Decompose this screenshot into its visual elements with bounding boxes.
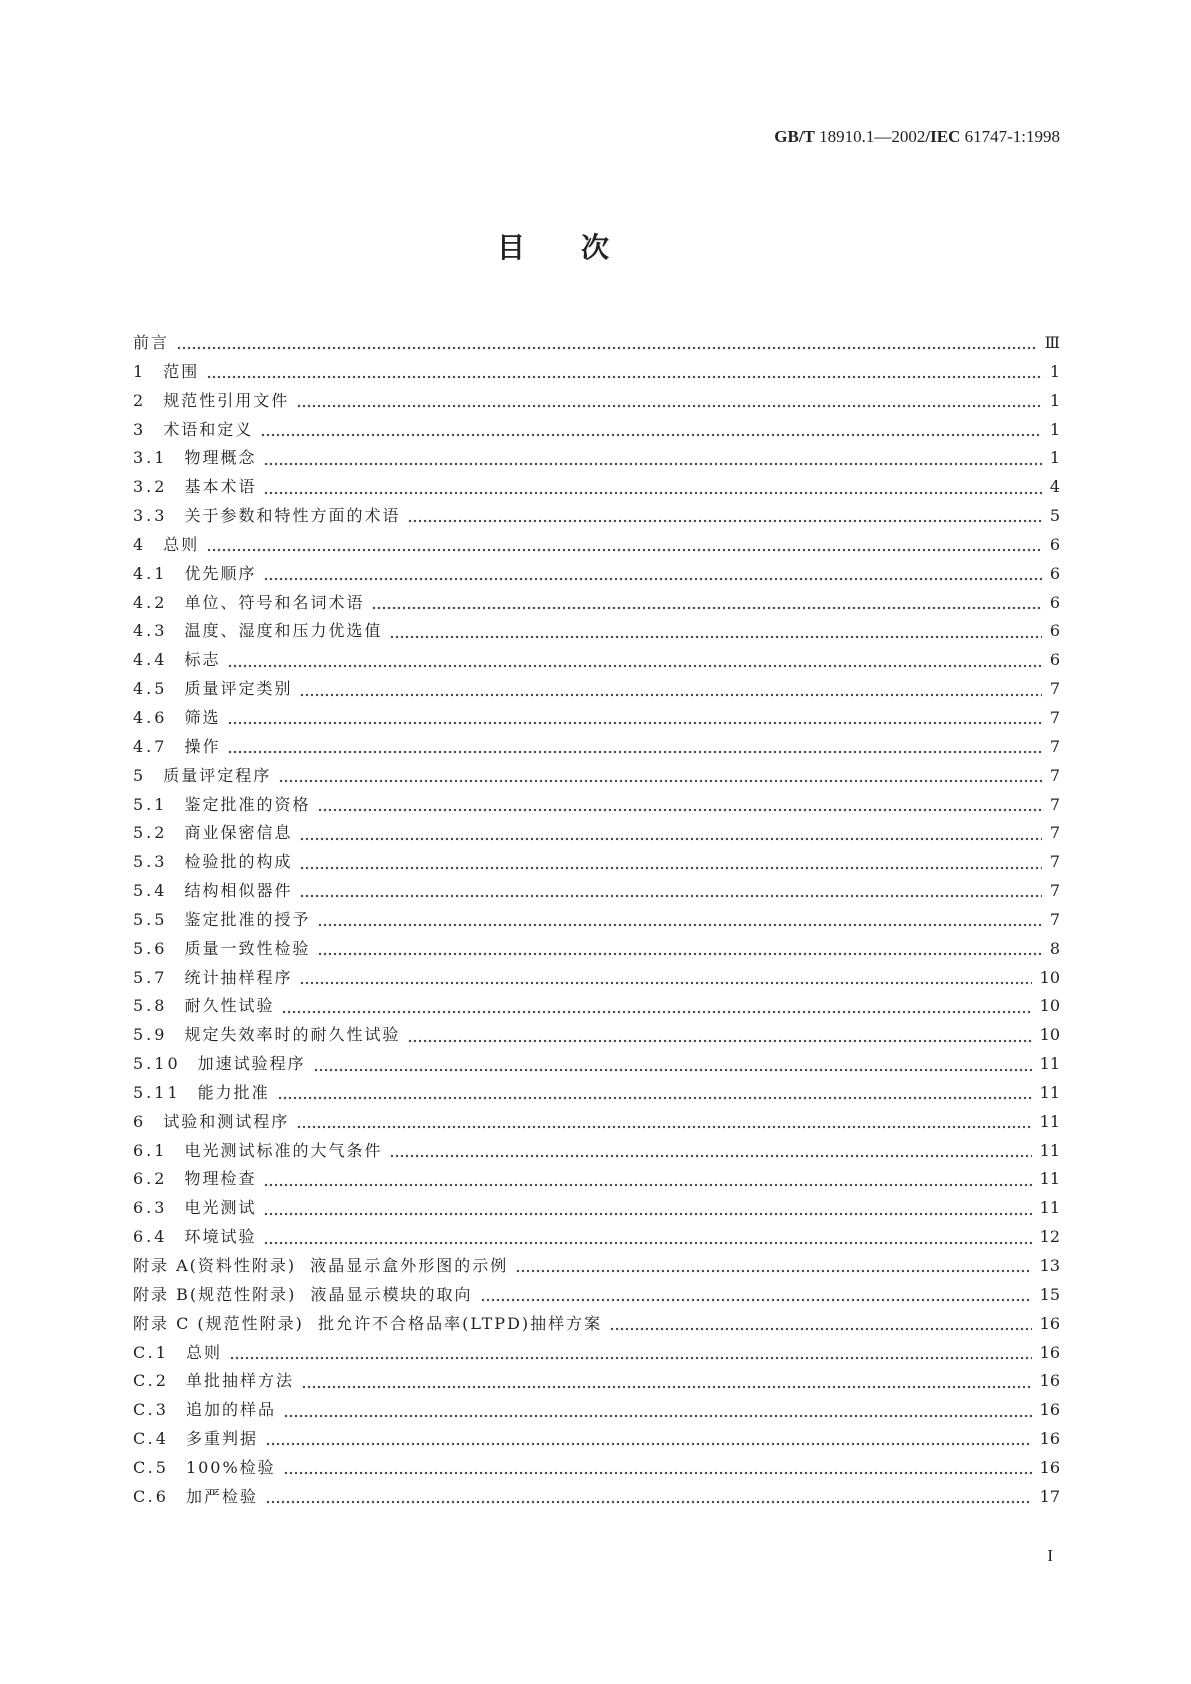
dot-leader — [408, 1039, 1031, 1043]
toc-entry — [133, 819, 1060, 848]
toc-entry-number: 4 — [133, 534, 147, 554]
toc-entry-number: 5.5 — [133, 909, 168, 929]
toc-entry — [133, 416, 1060, 445]
toc-entry-title: 规定失效率时的耐久性试验 — [184, 1025, 401, 1045]
dot-leader — [282, 1010, 1031, 1014]
toc-entry-page: 11 — [1039, 1169, 1060, 1189]
toc-entry — [133, 762, 1060, 791]
dot-leader — [300, 894, 1041, 898]
toc-entry-title: 质量评定类别 — [184, 679, 293, 699]
toc-entry-page: 10 — [1039, 967, 1060, 987]
toc-entry — [133, 1252, 1060, 1281]
dot-leader — [228, 750, 1041, 754]
toc-entry-page: 7 — [1049, 679, 1060, 699]
dot-leader — [408, 519, 1041, 523]
toc-entry — [133, 1021, 1060, 1050]
toc-entry-title: 商业保密信息 — [184, 823, 293, 843]
dot-leader — [610, 1327, 1031, 1331]
toc-entry-number: 5.7 — [133, 967, 168, 987]
toc-entry — [133, 1223, 1060, 1252]
toc-entry — [133, 877, 1060, 906]
toc-entry-number: 5.6 — [133, 938, 168, 958]
toc-entry-number: C.1 — [133, 1342, 169, 1362]
toc-entry-page: 17 — [1039, 1486, 1060, 1506]
toc-entry — [133, 704, 1060, 733]
toc-entry — [133, 1194, 1060, 1223]
dot-leader — [207, 375, 1042, 379]
toc-entry-page: 6 — [1049, 650, 1060, 670]
dot-leader — [278, 1096, 1032, 1100]
toc-entry-page: 7 — [1049, 823, 1060, 843]
toc-entry — [133, 502, 1060, 531]
toc-entry-title: 基本术语 — [184, 477, 257, 497]
toc-entry-title: 关于参数和特性方面的术语 — [184, 506, 401, 526]
toc-entry-title: 鉴定批准的授予 — [184, 909, 311, 929]
toc-entry-number: C.6 — [133, 1486, 169, 1506]
standard-code-iec-number: 61747-1:1998 — [960, 127, 1060, 146]
toc-entry-page: 1 — [1049, 419, 1060, 439]
toc-entry-title: 100%检验 — [185, 1457, 276, 1477]
toc-entry-number: 3 — [133, 419, 147, 439]
toc-entry-number: 4.3 — [133, 621, 168, 641]
toc-entry-number: 6.3 — [133, 1198, 168, 1218]
dot-leader — [297, 1125, 1031, 1129]
toc-entry-number: 5 — [133, 765, 147, 785]
dot-leader — [264, 1241, 1031, 1245]
toc-entry-number: 5.9 — [133, 1025, 168, 1045]
toc-entry-number: C.2 — [133, 1371, 169, 1391]
toc-entry — [133, 617, 1060, 646]
toc-entry-page: 1 — [1049, 390, 1060, 410]
footer-page-number: I — [1047, 1546, 1053, 1565]
toc-entry — [133, 473, 1060, 502]
toc-entry-number: C.4 — [133, 1429, 169, 1449]
toc-entry-number: 1 — [133, 361, 147, 381]
toc-entry-number: 4.4 — [133, 650, 168, 670]
toc-entry — [133, 646, 1060, 675]
toc-entry-title: 统计抽样程序 — [184, 967, 293, 987]
toc-entry-page: 15 — [1039, 1284, 1060, 1304]
toc-entry — [133, 1310, 1060, 1339]
standard-code-iec-prefix: /IEC — [925, 127, 961, 146]
toc-entry-page: 7 — [1049, 707, 1060, 727]
toc-entry-title: 耐久性试验 — [184, 996, 275, 1016]
toc-entry-title: 鉴定批准的资格 — [184, 794, 311, 814]
toc-entry-page: 16 — [1039, 1313, 1060, 1333]
toc-entry-page: Ⅲ — [1044, 333, 1060, 352]
toc-entry — [133, 444, 1060, 473]
toc-entry-number: 4.6 — [133, 707, 168, 727]
toc-entry-number: 4.5 — [133, 679, 168, 699]
toc-entry-page: 10 — [1039, 996, 1060, 1016]
toc-entry — [133, 1050, 1060, 1079]
dot-leader — [300, 837, 1041, 841]
toc-entry-title: 筛选 — [184, 707, 221, 727]
toc-entry — [133, 964, 1060, 993]
toc-entry-number: 5.11 — [133, 1082, 181, 1102]
dot-leader — [264, 577, 1041, 581]
toc-entry-page: 16 — [1039, 1457, 1060, 1477]
dot-leader — [266, 1500, 1032, 1504]
toc-entry — [133, 1079, 1060, 1108]
standard-code-prefix: GB/T — [774, 127, 815, 146]
toc-entry-number: 6 — [133, 1111, 147, 1131]
toc-entry — [133, 935, 1060, 964]
toc-entry-page: 11 — [1039, 1198, 1060, 1218]
toc-entry-title: 总则 — [163, 534, 200, 554]
standard-code — [774, 125, 1060, 149]
toc-entry-title: 能力批准 — [197, 1082, 270, 1102]
toc-entry-page: 7 — [1049, 794, 1060, 814]
dot-leader — [230, 1356, 1032, 1360]
toc-entry — [133, 1367, 1060, 1396]
dot-leader — [261, 433, 1042, 437]
toc-entry-number: 5.3 — [133, 852, 168, 872]
toc-entry-number: 5.2 — [133, 823, 168, 843]
dot-leader — [284, 1471, 1032, 1475]
toc-entry-page: 6 — [1049, 621, 1060, 641]
toc-entry — [133, 1137, 1060, 1166]
dot-leader — [516, 1269, 1031, 1273]
toc-entry — [133, 560, 1060, 589]
toc-entry-title: 附录 B(规范性附录) 液晶显示模块的取向 — [133, 1284, 473, 1304]
toc-entry — [133, 531, 1060, 560]
toc-entry — [133, 589, 1060, 618]
dot-leader — [318, 952, 1041, 956]
toc-entry-page: 6 — [1049, 534, 1060, 554]
toc-entry — [133, 1281, 1060, 1310]
toc-entry-title: 加严检验 — [185, 1486, 258, 1506]
toc-entry — [133, 733, 1060, 762]
toc-entry-page: 7 — [1049, 765, 1060, 785]
toc-entry-number: 6.4 — [133, 1227, 168, 1247]
dot-leader — [228, 721, 1041, 725]
dot-leader — [284, 1414, 1032, 1418]
toc-entry — [133, 848, 1060, 877]
toc-entry-page: 16 — [1039, 1342, 1060, 1362]
toc-entry-title: 优先顺序 — [184, 563, 257, 583]
dot-leader — [264, 1212, 1031, 1216]
dot-leader — [481, 1298, 1032, 1302]
dot-leader — [300, 981, 1031, 985]
toc-entry-page: 7 — [1049, 852, 1060, 872]
toc-entry-page: 4 — [1049, 477, 1060, 497]
toc-entry-title: 单批抽样方法 — [185, 1371, 294, 1391]
toc-entry-title: 加速试验程序 — [197, 1054, 306, 1074]
toc-entry-number: 3.3 — [133, 506, 168, 526]
toc-entry-number: 6.2 — [133, 1169, 168, 1189]
toc-entry-page: 6 — [1049, 563, 1060, 583]
dot-leader — [279, 779, 1042, 783]
toc-entry — [133, 1339, 1060, 1368]
toc-entry-number: 4.1 — [133, 563, 168, 583]
toc-entry — [133, 1425, 1060, 1454]
toc-entry-number: 5.1 — [133, 794, 168, 814]
toc-entry-number: 5.10 — [133, 1054, 181, 1074]
toc-entry — [133, 1483, 1060, 1512]
toc-entry-title: 质量评定程序 — [163, 765, 272, 785]
toc-entry-title: 术语和定义 — [163, 419, 254, 439]
dot-leader — [390, 635, 1041, 639]
toc-entry-title: 电光测试标准的大气条件 — [184, 1140, 383, 1160]
toc-entry-title: 多重判据 — [185, 1429, 258, 1449]
toc-entry — [133, 387, 1060, 416]
toc-entry-title: 规范性引用文件 — [163, 390, 290, 410]
toc-entry-title: 范围 — [163, 361, 200, 381]
toc-entry-number: 6.1 — [133, 1140, 168, 1160]
toc-entry-page: 7 — [1049, 909, 1060, 929]
toc-entry-page: 6 — [1049, 592, 1060, 612]
toc-entry-title: 单位、符号和名词术语 — [184, 592, 365, 612]
toc-entry-page: 11 — [1039, 1054, 1060, 1074]
toc-entry-title: 环境试验 — [184, 1227, 257, 1247]
toc-entry-page: 11 — [1039, 1140, 1060, 1160]
toc-entry-number: 3.2 — [133, 477, 168, 497]
toc-entry-title: 试验和测试程序 — [163, 1111, 290, 1131]
toc-entry — [133, 1396, 1060, 1425]
dot-leader — [318, 923, 1041, 927]
toc-entry-page: 12 — [1039, 1227, 1060, 1247]
toc-entry-page: 11 — [1039, 1111, 1060, 1131]
toc-entry-title: 物理检查 — [184, 1169, 257, 1189]
toc-entry-page: 11 — [1039, 1082, 1060, 1102]
dot-leader — [266, 1442, 1032, 1446]
toc-entry-title: 附录 A(资料性附录) 液晶显示盒外形图的示例 — [133, 1256, 509, 1275]
toc-entry-title: 物理概念 — [184, 448, 257, 468]
toc-entry-page: 8 — [1049, 938, 1060, 958]
toc-entry-title: 结构相似器件 — [184, 881, 293, 901]
toc-entry-page: 16 — [1039, 1429, 1060, 1449]
toc-entry-title: 质量一致性检验 — [184, 938, 311, 958]
dot-leader — [314, 1068, 1032, 1072]
toc-entry-title: 追加的样品 — [185, 1400, 276, 1420]
toc-entry — [133, 791, 1060, 820]
toc-entry — [133, 675, 1060, 704]
dot-leader — [177, 346, 1037, 350]
toc-entry-number: 2 — [133, 390, 147, 410]
toc-entry-page: 1 — [1049, 361, 1060, 381]
toc-entry — [133, 1108, 1060, 1137]
toc-entry-title: 检验批的构成 — [184, 852, 293, 872]
toc-entry-number: 4.7 — [133, 736, 168, 756]
toc-entry-page: 16 — [1039, 1371, 1060, 1391]
dot-leader — [318, 808, 1041, 812]
dot-leader — [264, 491, 1041, 495]
toc-entry — [133, 1165, 1060, 1194]
toc-entry-page: 10 — [1039, 1025, 1060, 1045]
dot-leader — [372, 606, 1041, 610]
toc-entry-page: 13 — [1039, 1256, 1060, 1275]
toc-entry-title: 操作 — [184, 736, 221, 756]
toc-entry — [133, 992, 1060, 1021]
toc-entry-title: 温度、湿度和压力优选值 — [184, 621, 383, 641]
toc-entry-page: 16 — [1039, 1400, 1060, 1420]
dot-leader — [264, 1183, 1031, 1187]
toc-entry-number: 3.1 — [133, 448, 168, 468]
toc-entry-page: 7 — [1049, 881, 1060, 901]
toc-entry-page: 5 — [1049, 506, 1060, 526]
dot-leader — [297, 404, 1042, 408]
toc-entry — [133, 1454, 1060, 1483]
standard-code-number: 18910.1—2002 — [814, 127, 926, 146]
toc-entry-number: C.5 — [133, 1457, 169, 1477]
toc-entry-page: 7 — [1049, 736, 1060, 756]
dot-leader — [207, 548, 1042, 552]
toc-entry-page: 1 — [1049, 448, 1060, 468]
toc-entry — [133, 329, 1060, 358]
toc-entry-title: 前言 — [133, 333, 170, 352]
toc-entry — [133, 358, 1060, 387]
dot-leader — [300, 866, 1041, 870]
toc-entry-number: 5.4 — [133, 881, 168, 901]
dot-leader — [302, 1385, 1032, 1389]
page-title: 目 次 — [497, 231, 624, 264]
dot-leader — [264, 462, 1041, 466]
table-of-contents — [133, 329, 1060, 1512]
toc-entry-number: C.3 — [133, 1400, 169, 1420]
toc-entry-number: 4.2 — [133, 592, 168, 612]
dot-leader — [228, 664, 1041, 668]
dot-leader — [300, 693, 1041, 697]
toc-entry-title: 电光测试 — [184, 1198, 257, 1218]
toc-entry-title: 总则 — [185, 1342, 222, 1362]
toc-entry — [133, 906, 1060, 935]
dot-leader — [390, 1154, 1031, 1158]
toc-entry-title: 附录 C (规范性附录) 批允许不合格品率(LTPD)抽样方案 — [133, 1313, 603, 1333]
toc-entry-number: 5.8 — [133, 996, 168, 1016]
toc-entry-title: 标志 — [184, 650, 221, 670]
